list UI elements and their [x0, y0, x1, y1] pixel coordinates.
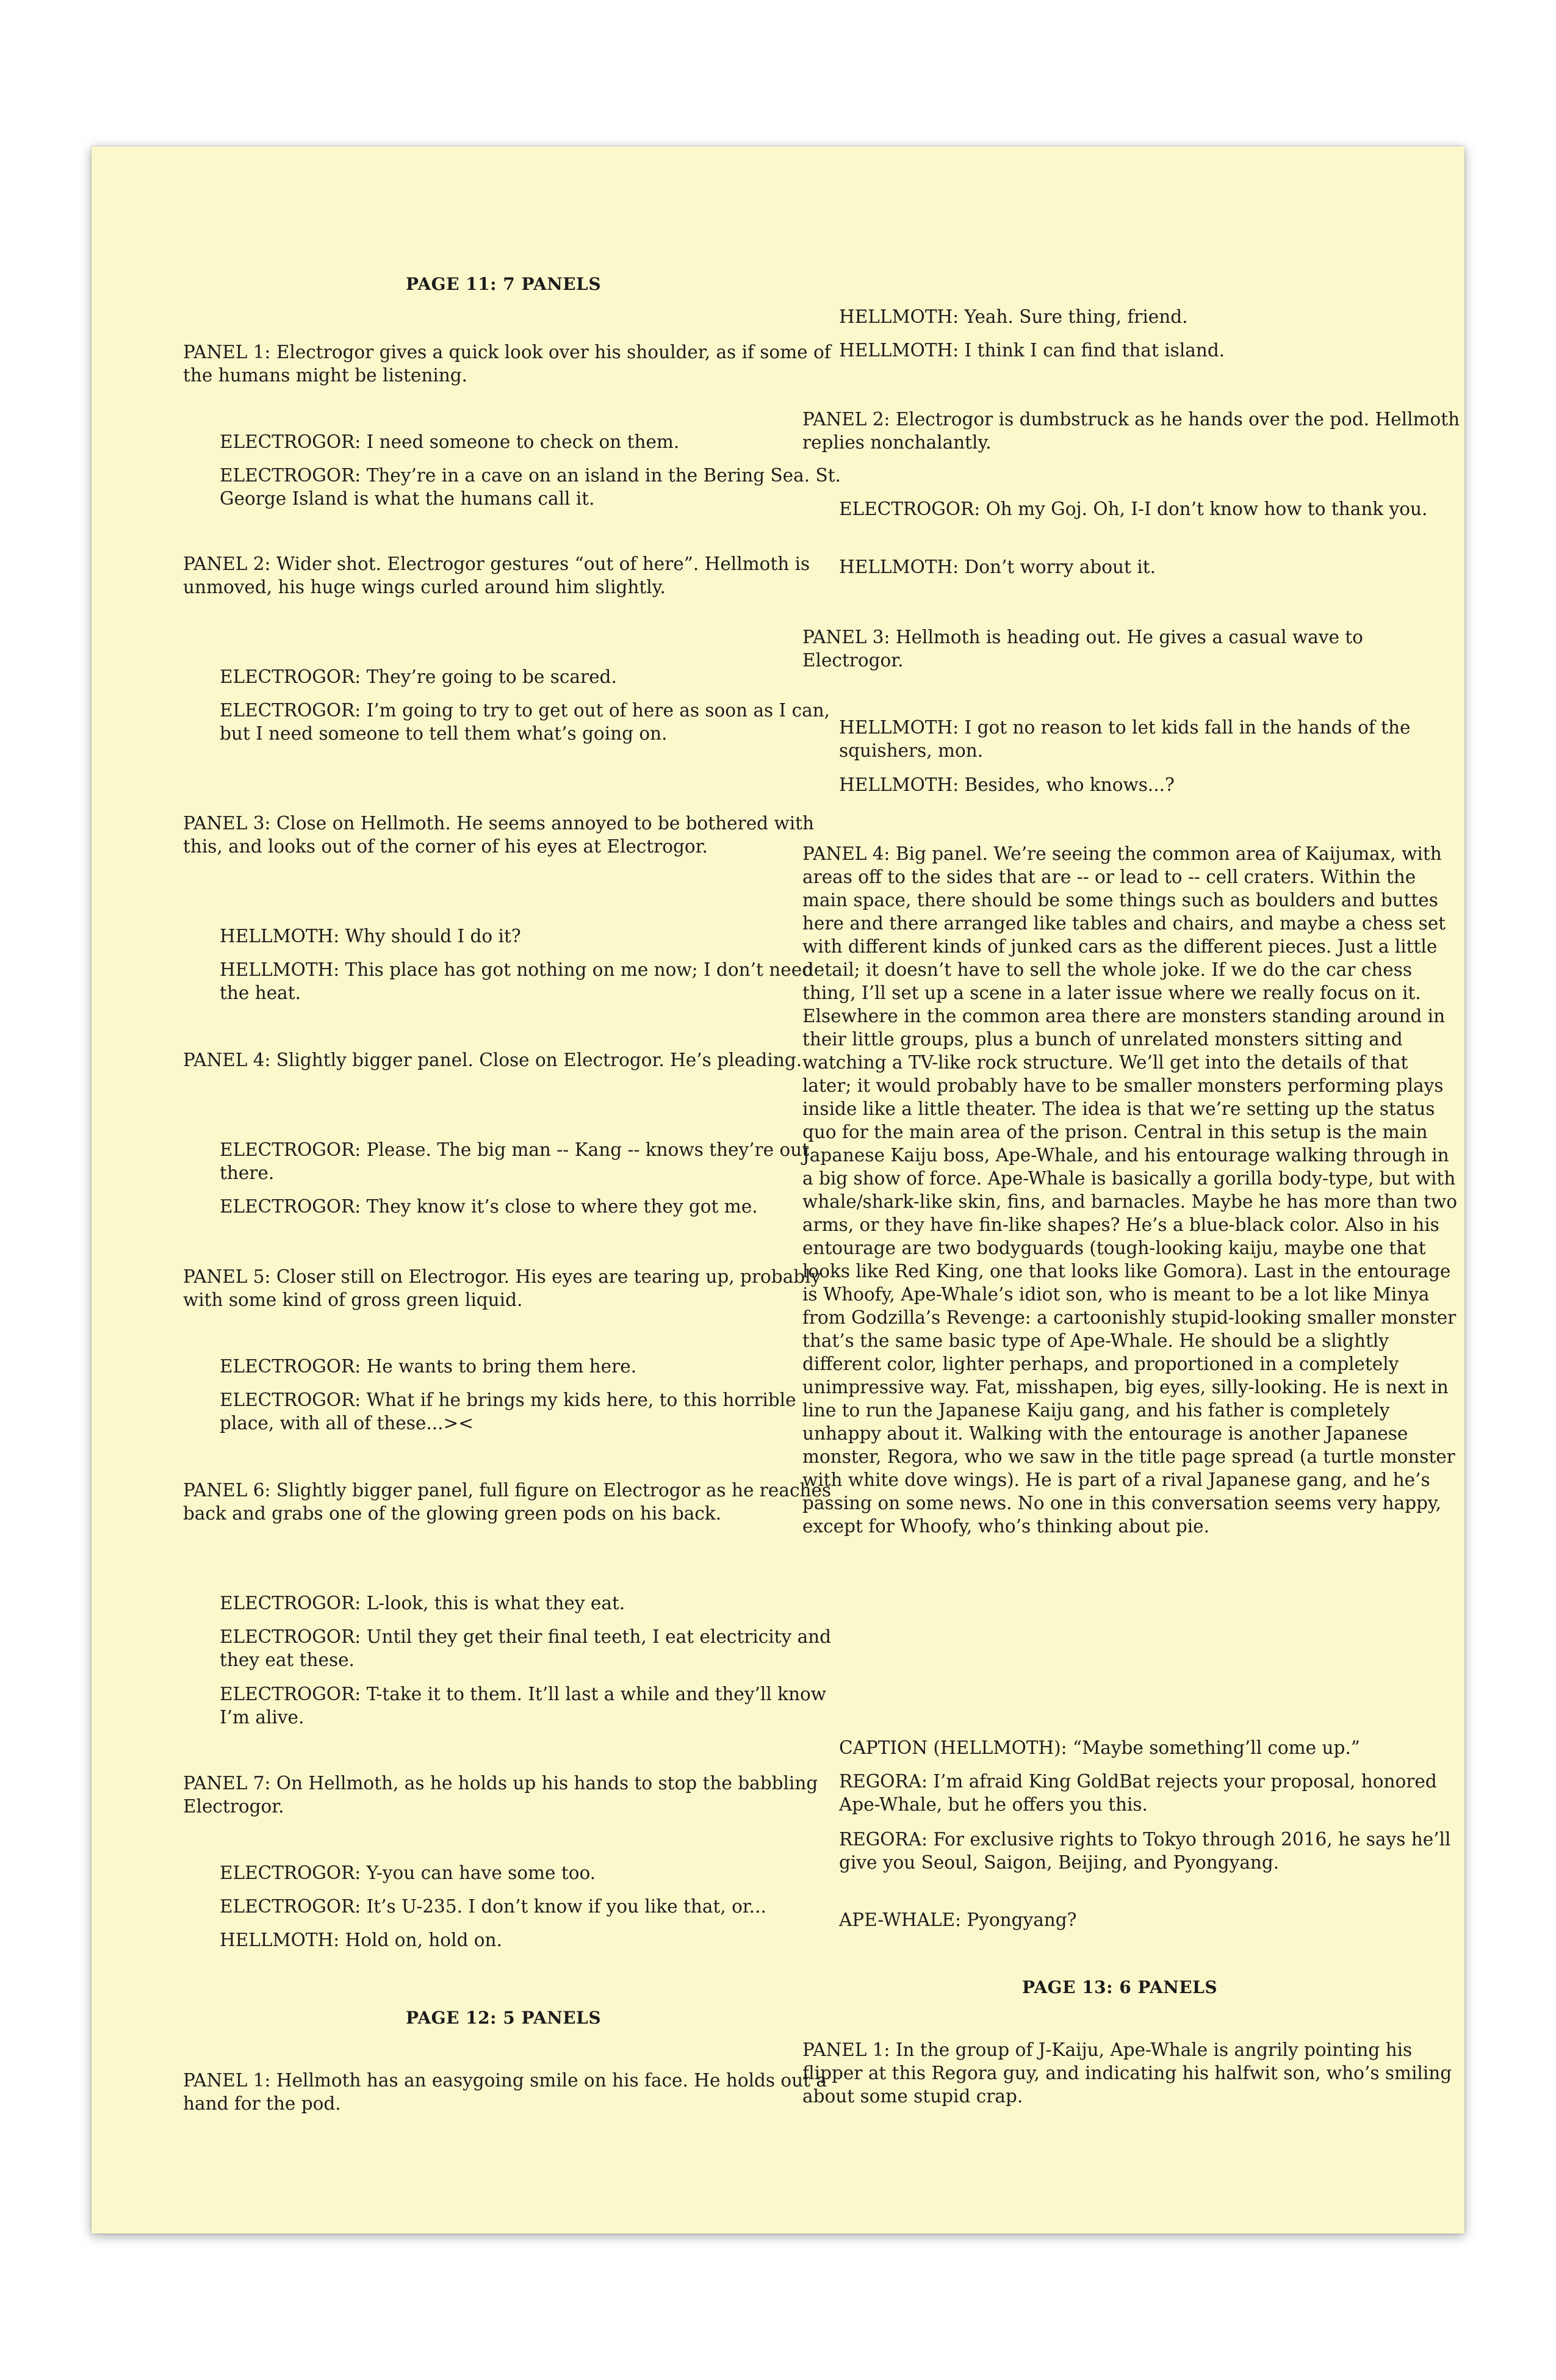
panel-description: PANEL 1: Hellmoth has an easygoing smile on his face. He holds out a hand for the pod.: [183, 2070, 827, 2114]
dialogue-line: HELLMOTH: Don’t worry about it.: [839, 557, 1156, 577]
panel-description: PANEL 3: Close on Hellmoth. He seems annoyed to be bothered with this, and looks out of the corner of his eyes at Electrogor.: [183, 813, 814, 857]
panel-description: PANEL 6: Slightly bigger panel, full figure on Electrogor as he reaches back and grabs one of the glowing green pods on his back.: [183, 1480, 832, 1524]
dialogue-line: ELECTROGOR: T-take it to them. It’ll last a while and they’ll know I’m alive.: [220, 1684, 827, 1728]
dialogue-line: HELLMOTH: I think I can find that island.: [839, 340, 1225, 361]
dialogue-line: ELECTROGOR: I need someone to check on them.: [220, 431, 680, 452]
dialogue-line: ELECTROGOR: It’s U-235. I don’t know if you like that, or...: [220, 1896, 766, 1917]
dialogue-line: ELECTROGOR: Please. The big man -- Kang -- knows they’re out there.: [220, 1139, 810, 1183]
dialogue-line: ELECTROGOR: They’re in a cave on an island in the Bering Sea. St. George Island is what the humans call it.: [220, 465, 841, 509]
panel-description: PANEL 1: Electrogor gives a quick look over his shoulder, as if some of the humans might be listening.: [183, 342, 831, 386]
page-13-heading: PAGE 13: 6 PANELS: [1021, 1977, 1218, 1997]
panel-description: PANEL 4: Slightly bigger panel. Close on Electrogor. He’s pleading.: [183, 1050, 802, 1070]
dialogue-line: REGORA: For exclusive rights to Tokyo through 2016, he says he’ll give you Seoul, Saigon, Beijing, and Pyongyang.: [839, 1829, 1451, 1873]
dialogue-line: ELECTROGOR: L-look, this is what they eat.: [220, 1593, 625, 1614]
script-page: [92, 146, 1464, 2234]
panel-description: PANEL 2: Electrogor is dumbstruck as he hands over the pod. Hellmoth replies nonchalantly.: [802, 409, 1460, 453]
panel-description: PANEL 4: Big panel. We’re seeing the common area of Kaijumax, with areas off to the sides that are -- or lead to -- cell craters. Within the main space, there should be some things such as boulders and buttes here and there arranged like tables and chairs, and maybe a chess set with different kinds of junked cars as the different pieces. Just a little detail; it doesn’t have to sell the whole joke. If we do the car chess thing, I’ll set up a scene in a later issue where we really focus on it. Elsewhere in the common area there are monsters standing around in their little groups, plus a bunch of unrelated monsters sitting and watching a TV-like rock structure. We’ll get into the details of that later; it would probably have to be smaller monsters performing plays inside like a little theater. The idea is that we’re setting up the status quo for the main area of the prison. Central in this setup is the main Japanese Kaiju boss, Ape-Whale, and his entourage walking through in a big show of force. Ape-Whale is basically a gorilla body-type, but with whale/shark-like skin, fins, and barnacles. Maybe he has more than two arms, or they have fin-like shapes? He’s a blue-black color. Also in his entourage are two bodyguards (tough-looking kaiju, maybe one that looks like Red King, one that looks like Gomora). Last in the entourage is Whoofy, Ape-Whale’s idiot son, who is meant to be a lot like Minya from Godzilla’s Revenge: a cartoonishly stupid-looking smaller monster that’s the same basic type of Ape-Whale. He should be a slightly different color, lighter perhaps, and proportioned in a completely unimpressive way. Fat, misshapen, big eyes, silly-looking. He is next in line to run the Japanese Kaiju gang, and his father is completely unhappy about it. Walking with the entourage is another Japanese monster, Regora, who we saw in the title page spread (a turtle monster with white dove wings). He is part of a rival Japanese gang, and he’s passing on some news. No one in this conversation seems very happy, except for Whoofy, who’s thinking about pie.: [802, 843, 1457, 1537]
dialogue-line: HELLMOTH: I got no reason to let kids fall in the hands of the squishers, mon.: [839, 717, 1411, 761]
panel-description: PANEL 7: On Hellmoth, as he holds up his hands to stop the babbling Electrogor.: [183, 1773, 818, 1817]
dialogue-line: APE-WHALE: Pyongyang?: [839, 1909, 1077, 1930]
dialogue-line: REGORA: I’m afraid King GoldBat rejects your proposal, honored Ape-Whale, but he offers you this.: [839, 1771, 1437, 1815]
panel-description: PANEL 2: Wider shot. Electrogor gestures “out of here”. Hellmoth is unmoved, his huge wings curled around him slightly.: [183, 554, 810, 597]
dialogue-line: ELECTROGOR: He wants to bring them here.: [220, 1356, 637, 1377]
dialogue-line: HELLMOTH: Why should I do it?: [220, 926, 521, 947]
page-12-heading: PAGE 12: 5 PANELS: [405, 2008, 602, 2028]
dialogue-line: ELECTROGOR: Y-you can have some too.: [220, 1863, 596, 1883]
dialogue-line: HELLMOTH: This place has got nothing on me now; I don’t need the heat.: [220, 959, 814, 1003]
panel-description: PANEL 3: Hellmoth is heading out. He gives a casual wave to Electrogor.: [802, 627, 1363, 671]
dialogue-line: HELLMOTH: Yeah. Sure thing, friend.: [839, 306, 1188, 327]
dialogue-line: HELLMOTH: Besides, who knows...?: [839, 774, 1175, 795]
dialogue-line: ELECTROGOR: Until they get their final teeth, I eat electricity and they eat these.: [220, 1626, 832, 1670]
dialogue-line: ELECTROGOR: I’m going to try to get out of here as soon as I can, but I need someone to tell them what’s going on.: [220, 700, 830, 744]
panel-description: PANEL 1: In the group of J-Kaiju, Ape-Whale is angrily pointing his flipper at this Regora guy, and indicating his halfwit son, who’s smiling about some stupid crap.: [802, 2039, 1452, 2107]
panel-description: PANEL 5: Closer still on Electrogor. His eyes are tearing up, probably with some kind of gross green liquid.: [183, 1266, 821, 1310]
dialogue-line: ELECTROGOR: They’re going to be scared.: [220, 666, 617, 687]
dialogue-line: ELECTROGOR: Oh my Goj. Oh, I-I don’t know how to thank you.: [839, 499, 1428, 519]
dialogue-line: ELECTROGOR: What if he brings my kids here, to this horrible place, with all of these...><: [220, 1390, 796, 1433]
dialogue-line: CAPTION (HELLMOTH): “Maybe something’ll come up.”: [839, 1737, 1360, 1758]
dialogue-line: ELECTROGOR: They know it’s close to where they got me.: [220, 1196, 758, 1217]
dialogue-line: HELLMOTH: Hold on, hold on.: [220, 1930, 502, 1950]
page-11-heading: PAGE 11: 7 PANELS: [405, 274, 602, 294]
